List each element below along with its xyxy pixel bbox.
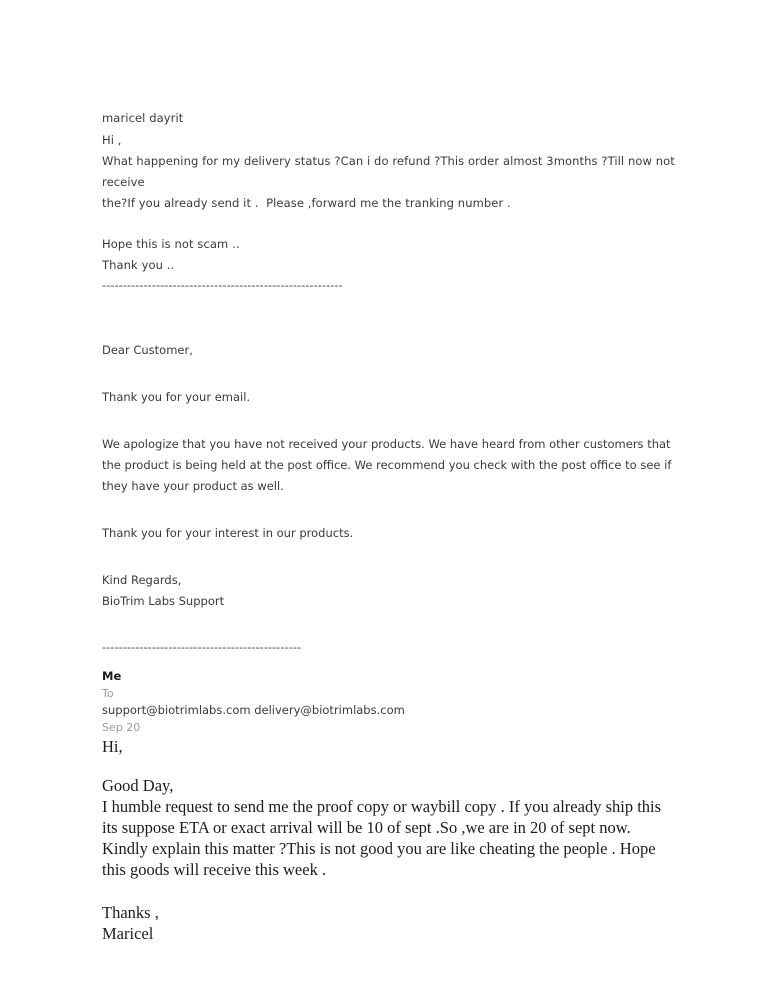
reply-interest-line: Thank you for your interest in our products. bbox=[102, 526, 354, 540]
reply-apology-paragraph: We apologize that you have not received your products. We have heard from other customers that the product is being held at the post office. We recommend you check with the post office to see if they have your product as well. bbox=[102, 437, 672, 493]
message-opening: Good Day, bbox=[102, 776, 174, 795]
reply-thanks-line: Thank you for your email. bbox=[102, 390, 251, 404]
support-reply bbox=[102, 340, 682, 656]
quoted-body-line-1: What happening for my delivery status ?Can i do refund ?This order almost 3months ?Till now not receive bbox=[102, 154, 679, 189]
message-to-label: To bbox=[102, 687, 114, 700]
reply-signature: BioTrim Labs Support bbox=[102, 594, 225, 608]
reply-sign-off: Kind Regards, bbox=[102, 573, 182, 587]
message-header bbox=[102, 668, 682, 736]
quoted-closing-line-1: Hope this is not scam .. bbox=[102, 237, 240, 251]
message-date: Sep 20 bbox=[102, 721, 141, 734]
message-paragraph: I humble request to send me the proof copy or waybill copy . If you already ship this its suppose ETA or exact arrival will be 10 of sept .So ,we are in 20 of sept now. Kindly explain this matter ?This is not good you are like cheating the people . Hope this goods will receive this week . bbox=[102, 797, 662, 879]
quoted-email bbox=[102, 108, 682, 294]
message-recipients[interactable]: support@biotrimlabs.com delivery@biotrimlabs.com bbox=[102, 703, 405, 717]
message-signature: Maricel bbox=[102, 924, 154, 943]
message-closing: Thanks , bbox=[102, 903, 159, 922]
reply-divider: ------------------------------------------------ bbox=[102, 640, 302, 654]
quoted-greeting: Hi , bbox=[102, 133, 122, 147]
message-from: Me bbox=[102, 669, 122, 683]
message-greeting: Hi, bbox=[102, 737, 123, 756]
email-thread bbox=[102, 108, 682, 944]
quoted-divider: ---------------------------------------------------------- bbox=[102, 278, 343, 292]
reply-salutation: Dear Customer, bbox=[102, 343, 193, 357]
quoted-body-line-2: the?If you already send it . Please ,forward me the tranking number . bbox=[102, 196, 511, 210]
quoted-closing-line-2: Thank you .. bbox=[102, 258, 175, 272]
quoted-sender-name: maricel dayrit bbox=[102, 111, 184, 125]
message-body bbox=[102, 736, 682, 944]
